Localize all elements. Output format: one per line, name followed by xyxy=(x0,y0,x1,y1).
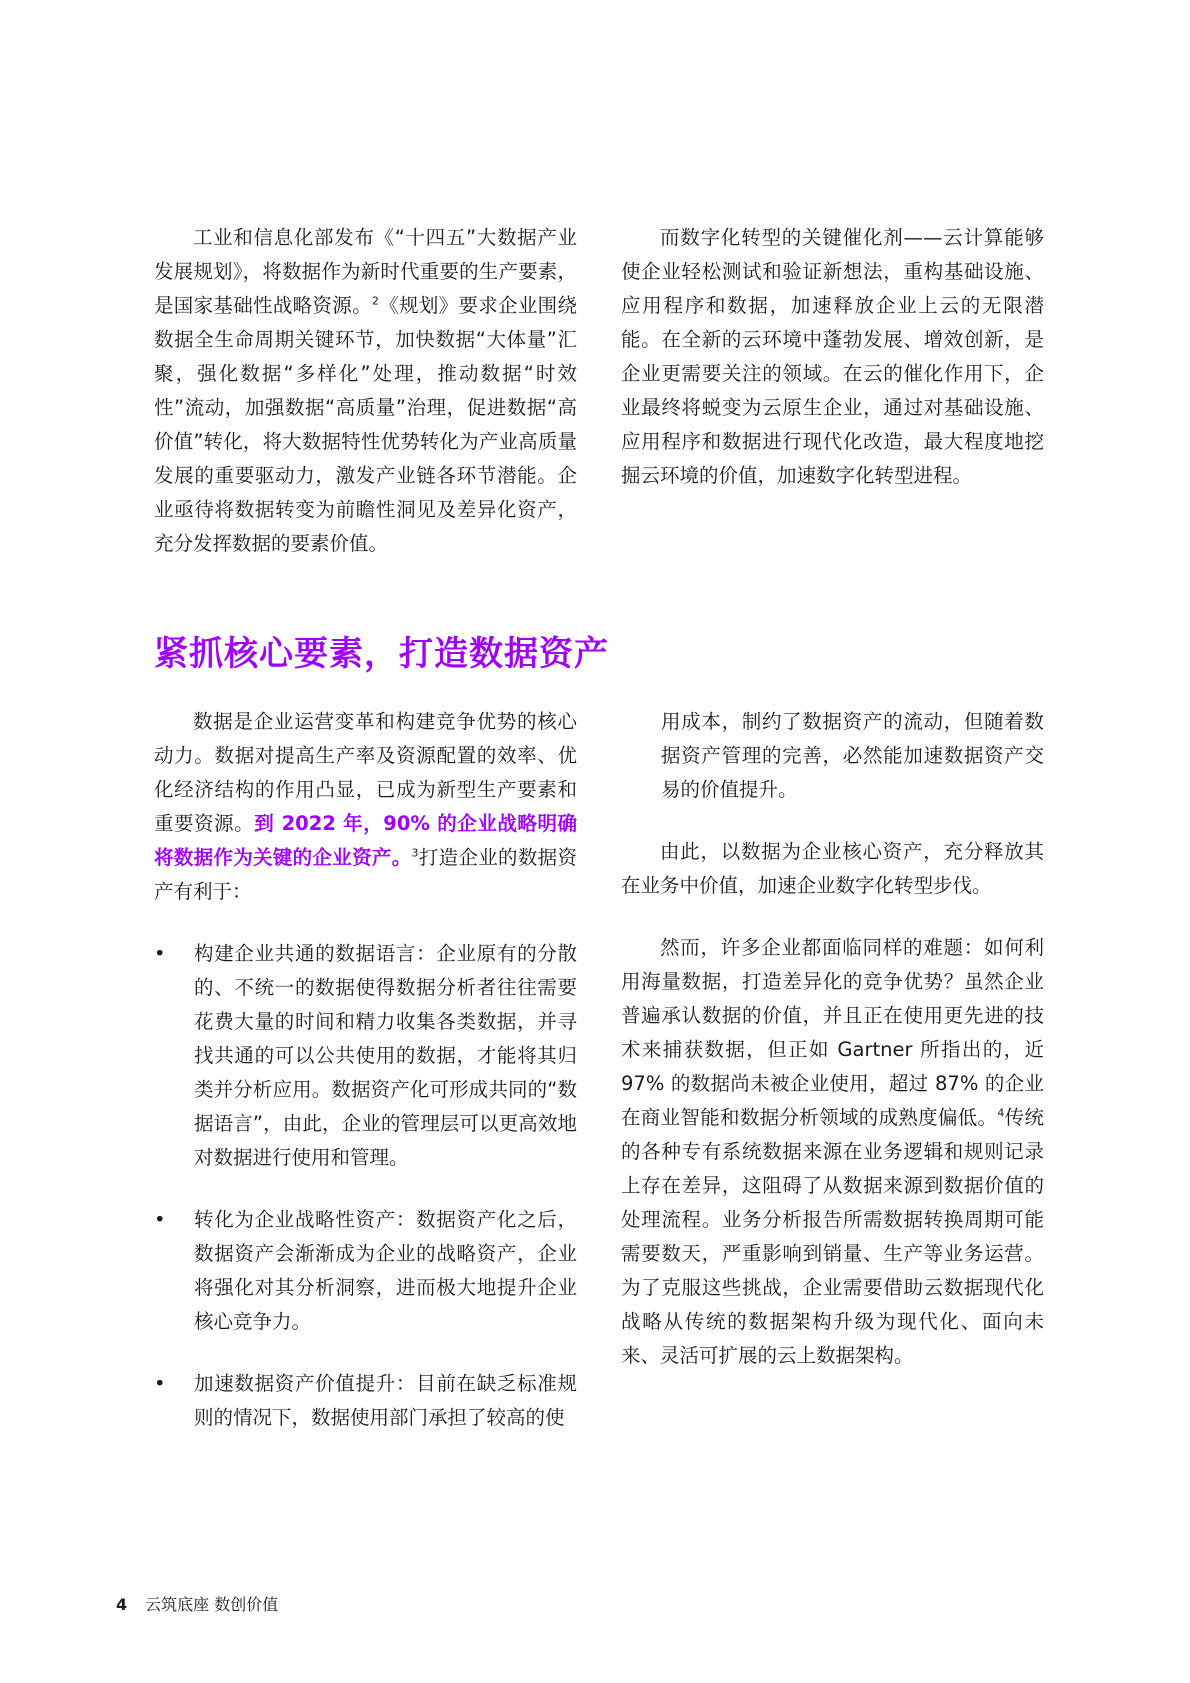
bullet-icon: • xyxy=(154,1372,166,1395)
paragraph-text: 《规划》要求企业围绕数据全生命周期关键环节，加快数据“大体量”汇聚，强化数据“多样化”处理，推动数据“时效性”流动，加强数据“高质量”治理，促进数据“高价值”转化，将大数据特性优势转化为产业高质量发展的重要驱动力，激发产业链各环节潜能。企业亟待将数据转变为前瞻性洞见及差异化资产，充分发挥数据的要素价值。 xyxy=(154,294,577,555)
list-item-continuation: 用成本，制约了数据资产的流动，但随着数据资产管理的完善，必然能加速数据资产交易的价值提升。 xyxy=(661,710,1044,801)
bullet-icon: • xyxy=(154,1208,166,1231)
list-item-text: 构建企业共通的数据语言：企业原有的分散的、不统一的数据使得数据分析者往往需要花费大量的时间和精力收集各类数据，并寻找共通的可以公共使用的数据，才能将其归类并分析应用。数据资产化可形成共同的“数据语言”，由此，企业的管理层可以更高效地对数据进行使用和管理。 xyxy=(194,942,577,1169)
list-item-text: 转化为企业战略性资产：数据资产化之后，数据资产会渐渐成为企业的战略资产，企业将强化对其分析洞察，进而极大地提升企业核心竞争力。 xyxy=(194,1208,577,1333)
list-item xyxy=(154,937,577,1175)
section-lead-paragraph xyxy=(154,705,577,909)
benefit-list xyxy=(154,937,577,1435)
publication-title: 云筑底座 数创价值 xyxy=(145,1595,279,1614)
section-left-column xyxy=(154,705,577,1435)
section-heading: 紧抓核心要素，打造数据资产 xyxy=(154,634,609,674)
list-item xyxy=(154,1367,577,1435)
section-paragraph xyxy=(621,931,1044,1373)
page-footer xyxy=(116,1594,278,1616)
page-number: 4 xyxy=(116,1595,128,1614)
list-item xyxy=(154,1203,577,1339)
paragraph-text: 打造企业的数据资产有利于： xyxy=(154,846,577,903)
list-item-text: 加速数据资产价值提升：目前在缺乏标准规则的情况下，数据使用部门承担了较高的使 xyxy=(194,1372,577,1429)
intro-right-paragraph: 而数字化转型的关键催化剂——云计算能够使企业轻松测试和验证新想法，重构基础设施、应用程序和数据，加速释放企业上云的无限潜能。在全新的云环境中蓬勃发展、增效创新，是企业更需要关注的领域。在云的催化作用下，企业最终将蜕变为云原生企业，通过对基础设施、应用程序和数据进行现代化改造，最大程度地挖掘云环境的价值，加速数字化转型进程。 xyxy=(621,226,1044,487)
highlight-statement: 到 2022 年，90% 的企业战略明确将数据作为关键的企业资产。 xyxy=(154,812,577,869)
footnote-ref: 3 xyxy=(411,846,419,860)
footnote-ref: 4 xyxy=(997,1106,1005,1120)
section-paragraph: 由此，以数据为企业核心资产，充分释放其在业务中价值，加速企业数字化转型步伐。 xyxy=(621,840,1044,897)
footnote-ref: 2 xyxy=(371,294,379,308)
paragraph-text: 然而，许多企业都面临同样的难题：如何利用海量数据，打造差异化的竞争优势？虽然企业普遍承认数据的价值，并且正在使用更先进的技术来捕获数据，但正如 Gartner 所指出的，近 97% 的数据尚未被企业使用，超过 87% 的企业在商业智能和数据分析领域的成熟度偏低。 xyxy=(621,936,1044,1129)
intro-left-column xyxy=(154,221,577,561)
paragraph-text: 传统的各种专有系统数据来源在业务逻辑和规则记录上存在差异，这阻碍了从数据来源到数据价值的处理流程。业务分析报告所需数据转换周期可能需要数天，严重影响到销量、生产等业务运营。为了克服这些挑战，企业需要借助云数据现代化战略从传统的数据架构升级为现代化、面向未来、灵活可扩展的云上数据架构。 xyxy=(621,1106,1044,1367)
intro-left-paragraph xyxy=(154,221,577,561)
paragraph-text: 数据是企业运营变革和构建竞争优势的核心动力。数据对提高生产率及资源配置的效率、优化经济结构的作用凸显，已成为新型生产要素和重要资源。 xyxy=(154,710,577,835)
section-right-column xyxy=(621,705,1044,1373)
bullet-icon: • xyxy=(154,942,166,965)
intro-right-column xyxy=(621,221,1044,493)
paragraph-text: 工业和信息化部发布《“十四五”大数据产业发展规划》，将数据作为新时代重要的生产要素，是国家基础性战略资源。 xyxy=(154,226,577,317)
